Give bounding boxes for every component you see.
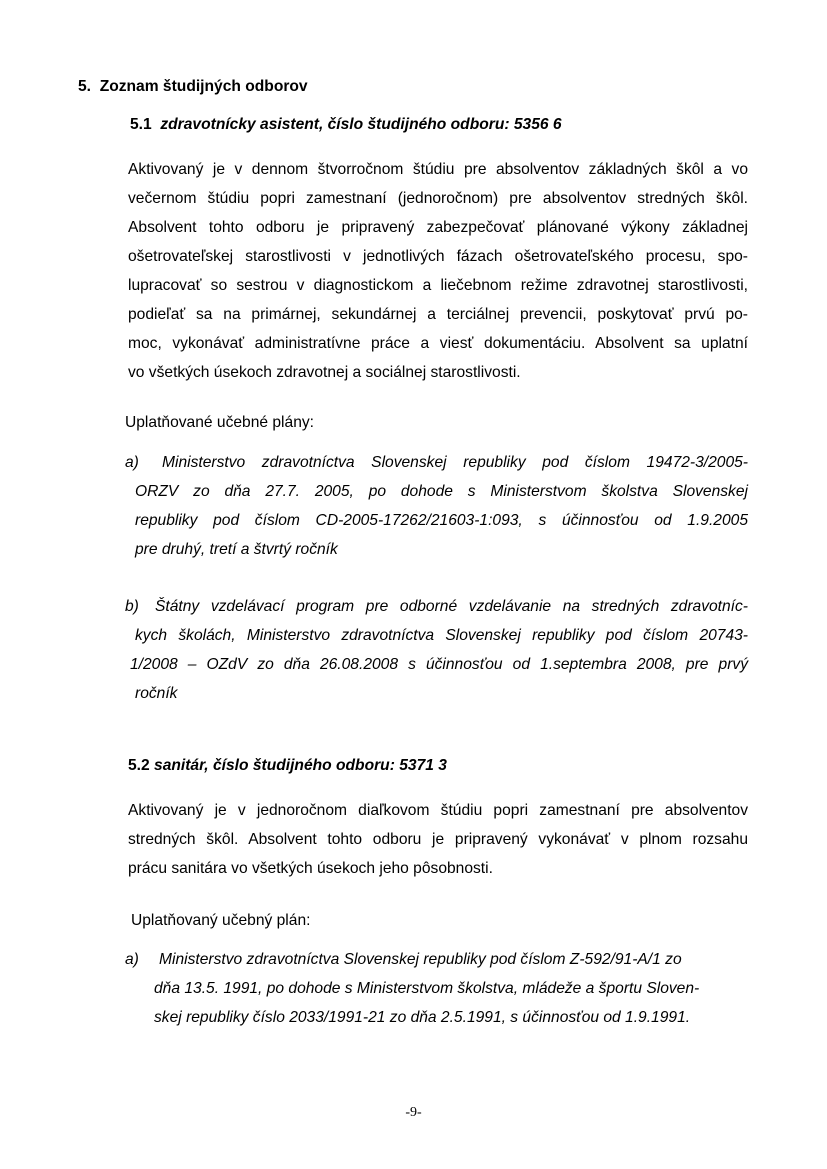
item-line: skej republiky číslo 2033/1991-21 zo dňa 2.5.1991, s účinnosťou od 1.9.1991.	[154, 1009, 691, 1026]
plans-label: Uplatňované učebné plány:	[125, 414, 314, 431]
paragraph-line: lupracovať so sestrou v diagnostickom a liečebnom režime zdravotnej starostlivosti,	[128, 277, 748, 294]
item-line: ročník	[135, 685, 178, 702]
paragraph-line: Aktivovaný je v dennom štvorročnom štúdiu pre absolventov základných škôl a vo	[128, 161, 748, 178]
item-line: Štátny vzdelávací program pre odborné vzdelávanie na stredných zdravotníc-	[155, 598, 748, 615]
paragraph-line: ošetrovateľskej starostlivosti v jednotlivých fázach ošetrovateľského procesu, spo-	[128, 248, 748, 265]
subsection-heading-5-1	[130, 116, 562, 134]
item-line: ORZV zo dňa 27.7. 2005, po dohode s Ministerstvom školstva Slovenskej	[135, 483, 748, 500]
section-title: Zoznam študijných odborov	[99, 78, 308, 95]
item-line: 1/2008 – OZdV zo dňa 26.08.2008 s účinnosťou od 1.septembra 2008, pre prvý	[130, 656, 748, 673]
subsection-number: 5.2	[128, 757, 150, 774]
paragraph-line: moc, vykonávať administratívne práce a viesť dokumentáciu. Absolvent sa uplatní	[128, 335, 748, 352]
item-line: Ministerstvo zdravotníctva Slovenskej republiky pod číslom 19472-3/2005-	[162, 454, 748, 471]
paragraph-line: vo všetkých úsekoch zdravotnej a sociálnej starostlivosti.	[128, 364, 521, 381]
section-heading	[78, 78, 308, 96]
paragraph-line: prácu sanitára vo všetkých úsekoch jeho pôsobnosti.	[128, 860, 493, 877]
paragraph-line: stredných škôl. Absolvent tohto odboru je pripravený vykonávať v plnom rozsahu	[128, 831, 748, 848]
item-line: pre druhý, tretí a štvrtý ročník	[135, 541, 338, 558]
subsection-title: sanitár, číslo študijného odboru: 5371 3	[154, 757, 447, 774]
item-marker: b)	[125, 598, 139, 615]
subsection-heading-5-2	[128, 757, 447, 775]
paragraph-line: Aktivovaný je v jednoročnom diaľkovom štúdiu popri zamestnaní pre absolventov	[128, 802, 748, 819]
item-line: republiky pod číslom CD-2005-17262/21603-1:093, s účinnosťou od 1.9.2005	[135, 512, 748, 529]
plan-label: Uplatňovaný učebný plán:	[131, 912, 311, 929]
section-number: 5.	[78, 78, 92, 95]
subsection-title: zdravotnícky asistent, číslo študijného odboru: 5356 6	[160, 116, 562, 133]
subsection-number: 5.1	[130, 116, 152, 133]
paragraph-line: Absolvent tohto odboru je pripravený zabezpečovať plánované výkony základnej	[128, 219, 748, 236]
item-line: kych školách, Ministerstvo zdravotníctva Slovenskej republiky pod číslom 20743-	[135, 627, 748, 644]
item-marker: a)	[125, 951, 139, 968]
paragraph-line: večernom štúdiu popri zamestnaní (jednoročnom) pre absolventov stredných škôl.	[128, 190, 748, 207]
item-line: dňa 13.5. 1991, po dohode s Ministerstvom školstva, mládeže a športu Sloven-	[154, 980, 700, 997]
item-line: Ministerstvo zdravotníctva Slovenskej republiky pod číslom Z-592/91-A/1 zo	[159, 951, 682, 968]
page-number: -9-	[405, 1105, 422, 1120]
item-marker: a)	[125, 454, 139, 471]
paragraph-line: podieľať sa na primárnej, sekundárnej a terciálnej prevencii, poskytovať prvú po-	[128, 306, 748, 323]
